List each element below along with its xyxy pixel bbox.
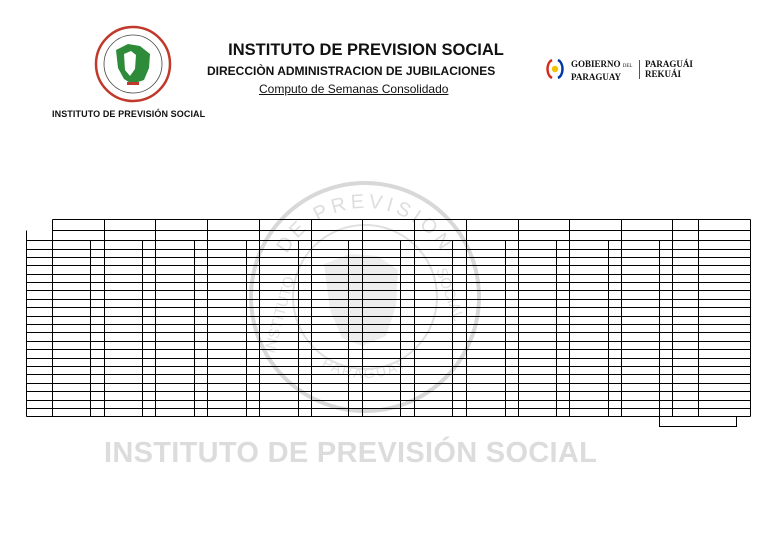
seal-left-text: INSTITUTO (261, 274, 299, 356)
seal-top-text: DE PREVISION (272, 190, 458, 257)
watermark-text: INSTITUTO DE PREVISIÓN SOCIAL (104, 437, 598, 469)
grid-total-box (660, 417, 737, 427)
department-title: DIRECCIÒN ADMINISTRACION DE JUBILACIONES (207, 64, 496, 78)
logo-caption: INSTITUTO DE PREVISIÓN SOCIAL (52, 109, 206, 119)
institute-title-text: INSTITUTO DE PREVISION SOCIAL (228, 41, 504, 59)
seal-bottom-text: PARAGUAY (319, 354, 411, 382)
gov-line1: GOBIERNO (571, 59, 621, 69)
gov-slogan-line1: PARAGUÁI (645, 59, 693, 69)
gov-slogan-line2: REKUÁI (645, 69, 682, 79)
seal-right-text: SOCIAL (432, 265, 468, 324)
gov-line1-small: DEL (622, 64, 633, 69)
gov-line2: PARAGUAY (571, 72, 622, 82)
report-title: Computo de Semanas Consolidado (259, 82, 449, 96)
